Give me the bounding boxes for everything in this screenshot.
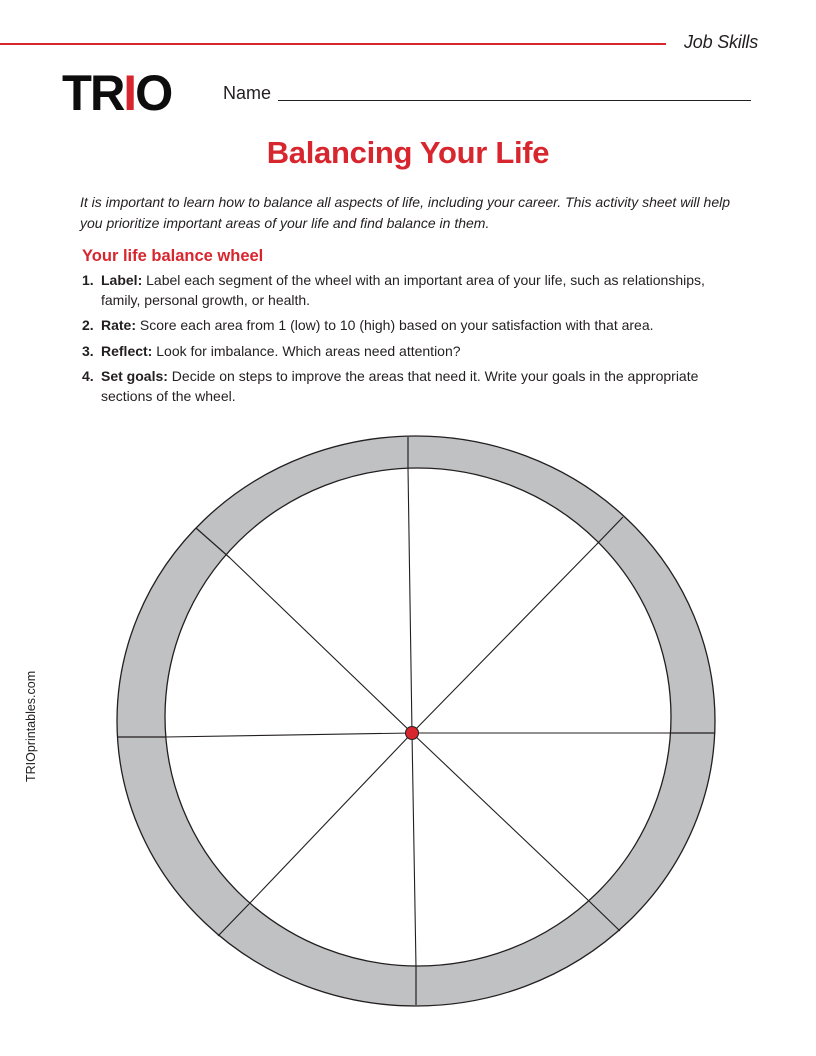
step-text: Look for imbalance. Which areas need attention?	[152, 342, 461, 359]
site-url: TRIOprintables.com	[24, 670, 38, 782]
step-text: Label each segment of the wheel with an important area of your life, such as relationships, family, personal growth, or health.	[101, 272, 705, 308]
wheel-inner-area[interactable]	[165, 468, 671, 966]
name-label: Name	[223, 83, 272, 103]
step-number: 4.	[82, 368, 94, 384]
step-number: 1.	[82, 272, 94, 288]
logo-accent: I	[123, 65, 136, 121]
section-tag: Job Skills	[683, 32, 758, 52]
step-term: Reflect:	[101, 342, 153, 359]
step-number: 2.	[82, 317, 94, 333]
step-number: 3.	[82, 342, 94, 359]
step-term: Label:	[101, 272, 143, 288]
logo-text-end: O	[135, 65, 172, 121]
step-term: Rate:	[101, 317, 137, 333]
step-text: Decide on steps to improve the areas that need it. Write your goals in the appropriate sections of the wheel.	[101, 368, 699, 404]
step-term: Set goals:	[101, 368, 168, 384]
logo-text: TR	[62, 65, 124, 121]
step-text: Score each area from 1 (low) to 10 (high) based on your satisfaction with that area.	[136, 317, 654, 333]
section-heading: Your life balance wheel	[82, 247, 264, 265]
wheel-center-dot	[406, 727, 419, 740]
page-title: Balancing Your Life	[266, 135, 550, 170]
intro-text: It is important to learn how to balance all aspects of life, including your career. This activity sheet will help you prioritize important areas of your life and find balance in them.	[80, 194, 731, 231]
